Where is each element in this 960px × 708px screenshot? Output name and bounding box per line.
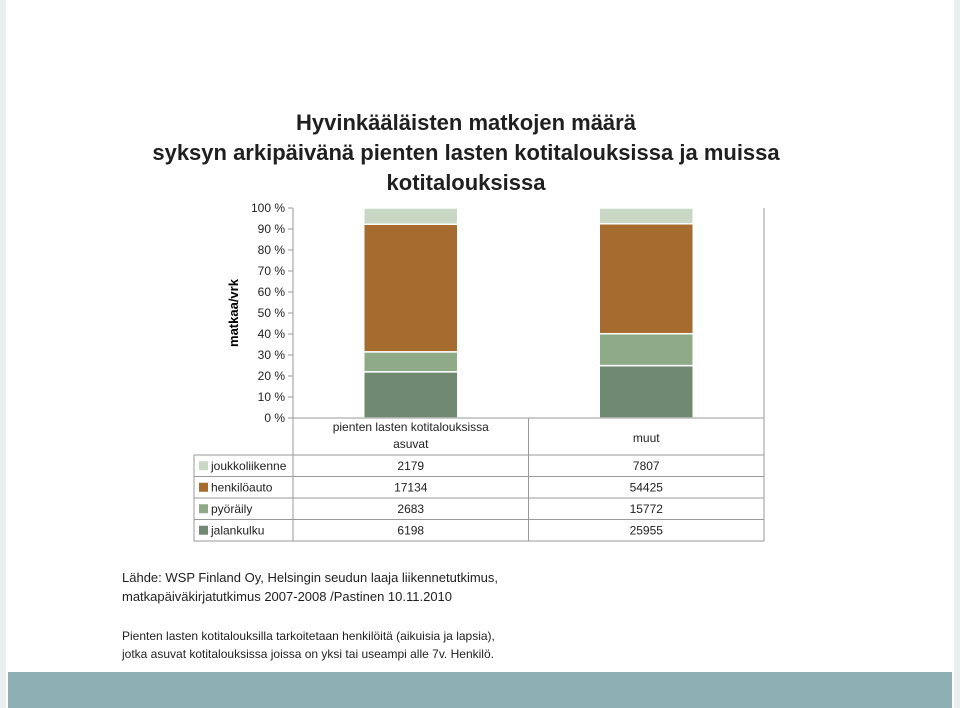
chart-title-line: kotitalouksissa: [386, 170, 546, 195]
footnote-text: [122, 627, 862, 663]
chart-title-line: syksyn arkipäivänä pienten lasten kotitalouksissa ja muissa: [152, 140, 780, 165]
y-axis-label: matkaa/vrk: [226, 279, 241, 347]
bar-segment: [364, 208, 458, 224]
source-line: matkapäiväkirjatutkimus 2007-2008 /Pastinen 10.11.2010: [122, 589, 453, 604]
bar-segment: [599, 208, 693, 224]
legend-label: pyöräily: [211, 501, 253, 516]
data-table-value: 25955: [629, 523, 663, 538]
slide-bottom-band: [8, 672, 952, 708]
y-tick-label: 0 %: [264, 411, 285, 425]
y-tick-label: 90 %: [257, 222, 285, 236]
bar-segment: [599, 224, 693, 334]
legend-swatch: [199, 461, 208, 470]
footnote-line: Pienten lasten kotitalouksilla tarkoitetaan henkilöitä (aikuisia ja lapsia),: [122, 629, 495, 643]
bar-segment: [599, 366, 693, 418]
y-tick-label: 30 %: [257, 348, 285, 362]
legend-label: henkilöauto: [211, 480, 273, 495]
y-tick-label: 20 %: [257, 369, 285, 383]
bar-segment: [364, 224, 458, 352]
bar-segment: [364, 372, 458, 418]
legend-swatch: [199, 483, 208, 492]
data-table-value: 7807: [632, 458, 660, 473]
data-table-value: 54425: [629, 480, 663, 495]
source-text: [122, 568, 862, 606]
data-table-value: 2683: [397, 501, 425, 516]
y-tick-label: 70 %: [257, 264, 285, 278]
data-table-value: 17134: [394, 480, 428, 495]
category-label: asuvat: [393, 437, 429, 451]
legend-label: jalankulku: [211, 523, 265, 538]
legend-swatch: [199, 504, 208, 513]
y-tick-label: 80 %: [257, 243, 285, 257]
y-tick-label: 10 %: [257, 390, 285, 404]
data-table-value: 2179: [397, 458, 425, 473]
y-tick-label: 50 %: [257, 306, 285, 320]
legend-label: joukkoliikenne: [211, 458, 287, 473]
data-table-value: 6198: [397, 523, 425, 538]
category-label: muut: [632, 431, 660, 445]
chart-title-line: Hyvinkääläisten matkojen määrä: [296, 110, 636, 135]
bar-segment: [599, 334, 693, 366]
footnote-line: jotka asuvat kotitalouksissa joissa on yksi tai useampi alle 7v. Henkilö.: [122, 647, 494, 661]
y-tick-label: 40 %: [257, 327, 285, 341]
category-label: pienten lasten kotitalouksissa: [332, 420, 489, 434]
data-table-value: 15772: [629, 501, 663, 516]
source-line: Lähde: WSP Finland Oy, Helsingin seudun laaja liikennetutkimus,: [122, 570, 499, 585]
legend-swatch: [199, 526, 208, 535]
bar-segment: [364, 352, 458, 372]
y-tick-label: 100 %: [250, 201, 285, 215]
y-tick-label: 60 %: [257, 285, 285, 299]
